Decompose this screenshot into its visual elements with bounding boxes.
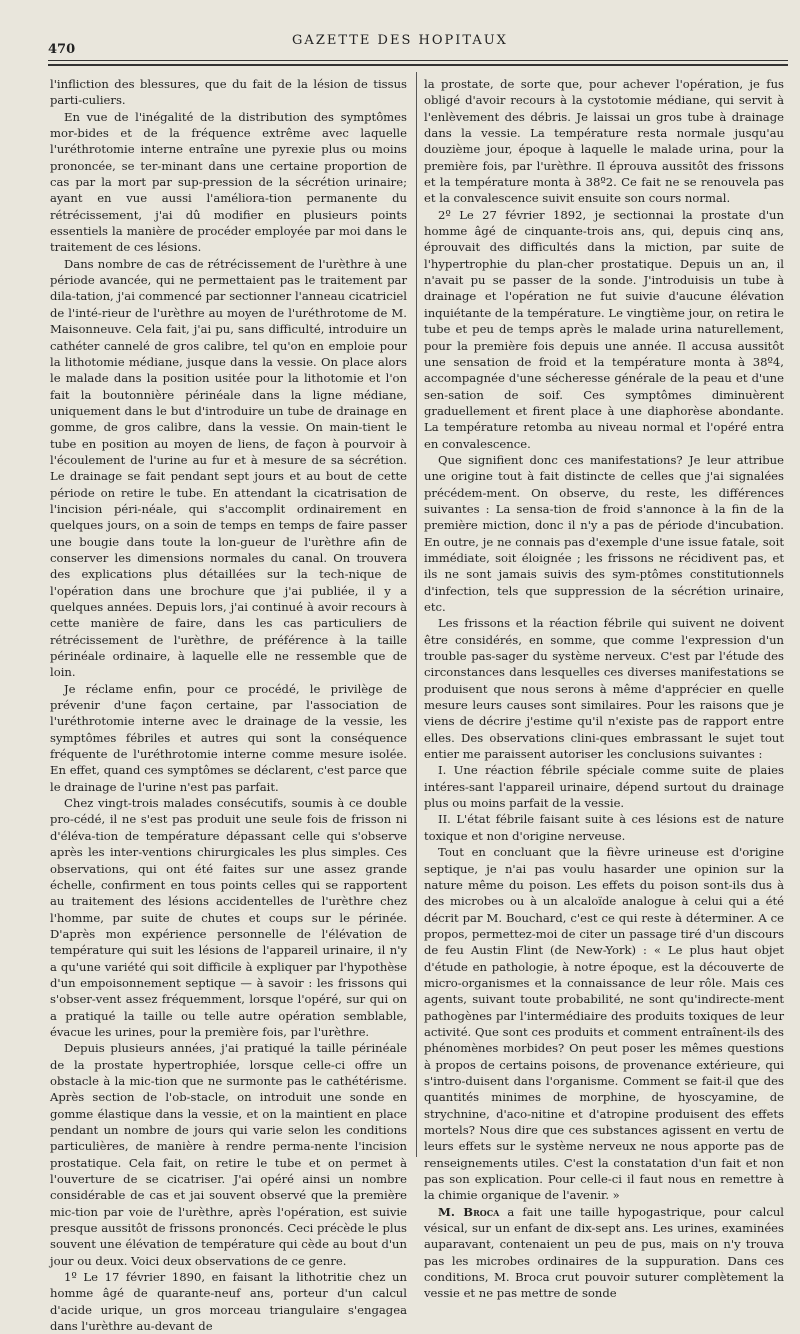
paragraph-broca xyxy=(424,1204,784,1302)
page-number: 470 xyxy=(48,42,76,57)
paragraph: la prostate, de sorte que, pour achever l'opération, je fus obligé d'avoir recours à la cystotomie médiane, qui servit à l'enlèvement des débris. Je laissai un gros tube à drainage dans la vessie. La température resta normale jusqu'au douzième jour, époque à laquelle le malade urina, pour la première fois, par l'urèthre. Il éprouva aussitôt des frissons et la température monta à 38º2. Ce fait ne se renouvela pas et la convalescence suivit ensuite son cours normal. xyxy=(424,77,784,206)
column-divider xyxy=(416,72,417,1157)
paragraph: Que signifient donc ces manifestations? Je leur attribue une origine tout à fait distincte de celles que j'ai signalées précédem-ment. On observe, du reste, les différences suivantes : La sensa-tion de froid s'annonce à la fin de la première miction, donc il n'y a pas de période d'incubation. En outre, je ne connais pas d'exemple d'une issue fatale, soit immédiate, soit éloignée ; les frissons ne récidivent pas, et ils ne sont jamais suivis des sym-ptômes constitutionnels d'infection, tels que suppression de la sécrétion urinaire, etc. xyxy=(424,452,784,614)
header-rule xyxy=(48,60,788,61)
right-column xyxy=(424,76,784,1302)
paragraph: Je réclame enfin, pour ce procédé, le privilège de prévenir d'une façon certaine, par l'association de l'uréthrotomie interne avec le drainage de la vessie, les symptômes fébriles et autres qui sont la conséquence fréquente de l'uréthrotomie interne comme mesure isolée. En effet, quand ces symptômes se déclarent, c'est parce que le drainage de l'urine n'est pas parfait. xyxy=(50,681,407,794)
speaker-name: M. Broca xyxy=(438,1204,500,1219)
paragraph-text: a fait une taille hypogastrique, pour calcul vésical, sur un enfant de dix-sept ans. Les urines, examinées auparavant, contenaient un peu de pus, mais on n'y trouva pas les microbes ordinaires de la suppuration. Dans ces conditions, M. Broca crut pouvoir suturer complètement la vessie et ne pas mettre de sonde xyxy=(424,1204,784,1301)
paragraph: Depuis plusieurs années, j'ai pratiqué la taille périnéale de la prostate hypertrophiée, lorsque celle-ci offre un obstacle à la mic-tion que ne surmonte pas le cathétérisme. Après section de l'ob-stacle, on introduit une sonde en gomme élastique dans la vessie, et on la maintient en place pendant un nombre de jours qui varie selon les conditions particulières, de manière à rendre perma-nente l'incision prostatique. Cela fait, on retire le tube et on permet à l'ouverture de se cicatriser. J'ai opéré ainsi un nombre considérable de cas et jai souvent observé que la première mic-tion par voie de l'urèthre, après l'opération, est suivie presque aussitôt de frissons prononcés. Ceci précède le plus souvent une élévation de température qui cède au bout d'un jour ou deux. Voici deux observations de ce genre. xyxy=(50,1041,407,1268)
paragraph: I. Une réaction fébrile spéciale comme suite de plaies intéres-sant l'appareil urinaire, dépend surtout du drainage plus ou moins parfait de la vessie. xyxy=(424,763,784,811)
running-title: GAZETTE DES HOPITAUX xyxy=(292,33,508,48)
left-column xyxy=(50,76,407,1334)
paragraph: En vue de l'inégalité de la distribution des symptômes mor-bides et de la fréquence extrême avec laquelle l'uréthrotomie interne entraîne une pyrexie plus ou moins prononcée, se ter-minant dans une certaine proportion de cas par la mort par sup-pression de la sécrétion urinaire; ayant en vue aussi l'améliora-tion permanente du rétrécissement, j'ai dû modifier en plusieurs points essentiels la manière de procéder employée par moi dans le traitement de ces lésions. xyxy=(50,109,407,255)
paragraph: 2º Le 27 février 1892, je sectionnai la prostate d'un homme âgé de cinquante-trois ans, qui, depuis cinq ans, éprouvait des difficultés dans la miction, par suite de l'hypertrophie du plan-cher prostatique. Depuis un an, il n'avait pu se passer de la sonde. J'introduisis un tube à drainage et l'opération ne fut suivie d'aucune élévation inquiétante de la température. Le vingtième jour, on retira le tube et peu de temps après le malade urina naturellement, pour la première fois depuis une année. Il accusa aussitôt une sensation de froid et la température monta à 38º4, accompagnée d'une sécheresse générale de la peau et d'une sen-sation de soif. Ces symptômes diminuèrent graduellement et firent place à une diaphorèse abondante. La température retomba au niveau normal et l'opéré entra en convalescence. xyxy=(424,207,784,451)
paragraph: Dans nombre de cas de rétrécissement de l'urèthre à une période avancée, qui ne permettaient pas le traitement par dila-tation, j'ai commencé par sectionner l'anneau cicatriciel de l'inté-rieur de l'urèthre au moyen de l'uréthrotome de M. Maisonneuve. Cela fait, j'ai pu, sans difficulté, introduire un cathéter cannelé de gros calibre, tel qu'on en emploie pour la lithotomie médiane, jusque dans la vessie. On place alors le malade dans la position usitée pour la lithotomie et l'on fait la boutonnière périnéale dans la ligne médiane, uniquement dans le but d'introduire un tube de drainage en gomme, de gros calibre, dans la vessie. On main-tient le tube en position au moyen de liens, de façon à pourvoir à l'écoulement de l'urine au fur et à mesure de sa sécrétion. Le drainage se fait pendant sept jours et au bout de cette période on retire le tube. En attendant la cicatrisation de l'incision péri-néale, qui s'accomplit ordinairement en quelques jours, on a soin de temps en temps de faire passer une bougie dans toute la lon-gueur de l'urèthre afin de conserver les dimensions normales du canal. On trouvera des explications plus détaillées sur la tech-nique de l'opération dans une brochure que j'ai publiée, il y a quelques années. Depuis lors, j'ai continué à avoir recours à cette manière de faire, dans les cas particuliers de rétrécissement de l'urèthre, de préférence à la taille périnéale ordinaire, à laquelle elle ne ressemble que de loin. xyxy=(50,256,407,680)
paragraph: Les frissons et la réaction fébrile qui suivent ne doivent être considérés, en somme, que comme l'expression d'un trouble pas-sager du système nerveux. C'est par l'étude des circonstances dans lesquelles ces diverses manifestations se produisent que nous serons à même d'apprécier en quelle mesure leurs causes sont similaires. Pour les raisons que je viens de décrire j'estime qu'il n'existe pas de rapport entre elles. Des observations clini-ques embrassant le sujet tout entier me paraissent autoriser les conclusions suivantes : xyxy=(424,616,784,762)
paragraph: Tout en concluant que la fièvre urineuse est d'origine septique, je n'ai pas voulu hasarder une opinion sur la nature même du poison. Les effets du poison sont-ils dus à des microbes ou à un alcaloïde analogue à celui qui a été décrit par M. Bouchard, c'est ce qui reste à déterminer. A ce propos, permettez-moi de citer un passage tiré d'un discours de feu Austin Flint (de New-York) : « Le plus haut objet d'étude en pathologie, à notre époque, est la découverte de micro-organismes et la connaissance de leur rôle. Mais ces agents, suivant toute probabilité, ne sont qu'indirecte-ment pathogènes par l'intermédiaire des produits toxiques de leur activité. Que sont ces produits et comment entraînent-ils des phénomènes morbides? On peut poser les mêmes questions à propos de certains poisons, de provenance extérieure, qui s'intro-duisent dans l'organisme. Comment se fait-il que des quantités minimes de morphine, de hyoscyamine, de strychnine, d'aco-nitine et d'atropine produisent des effets mortels? Nous dire que ces substances agissent en vertu de leurs effets sur le système nerveux ne nous apporte pas de renseignements utiles. C'est la constatation d'un fait et non pas son explication. Pour celle-ci il faut nous en remettre à la chimie organique de l'avenir. » xyxy=(424,845,784,1203)
paragraph: 1º Le 17 février 1890, en faisant la lithotritie chez un homme âgé de quarante-neuf ans, porteur d'un calcul d'acide urique, un gros morceau triangulaire s'engagea dans l'urèthre au-devant de xyxy=(50,1270,407,1334)
header-rule-thick xyxy=(48,64,788,66)
paragraph: Chez vingt-trois malades consécutifs, soumis à ce double pro-cédé, il ne s'est pas produit une seule fois de frisson ni d'éléva-tion de température dépassant celle qui s'observe après les inter-ventions chirurgicales les plus simples. Ces observations, qui ont été faites sur une assez grande échelle, confirment en tous points celles qui se rapportent au traitement des lésions accidentelles de l'urèthre chez l'homme, par suite de chutes et coups sur le périnée. D'après mon expérience personnelle de l'élévation de température qui suit les lésions de l'appareil urinaire, il n'y a qu'une variété qui soit difficile à expliquer par l'hypothèse d'un empoisonnement septique — à savoir : les frissons qui s'obser-vent assez fréquemment, lorsque l'opéré, sur qui on a pratiqué la taille ou telle autre opération semblable, évacue les urines, pour la première fois, par l'urèthre. xyxy=(50,796,407,1039)
paragraph: II. L'état fébrile faisant suite à ces lésions est de nature toxique et non d'origine nerveuse. xyxy=(424,812,784,843)
paragraph: l'infliction des blessures, que du fait de la lésion de tissus parti-culiers. xyxy=(50,77,407,108)
